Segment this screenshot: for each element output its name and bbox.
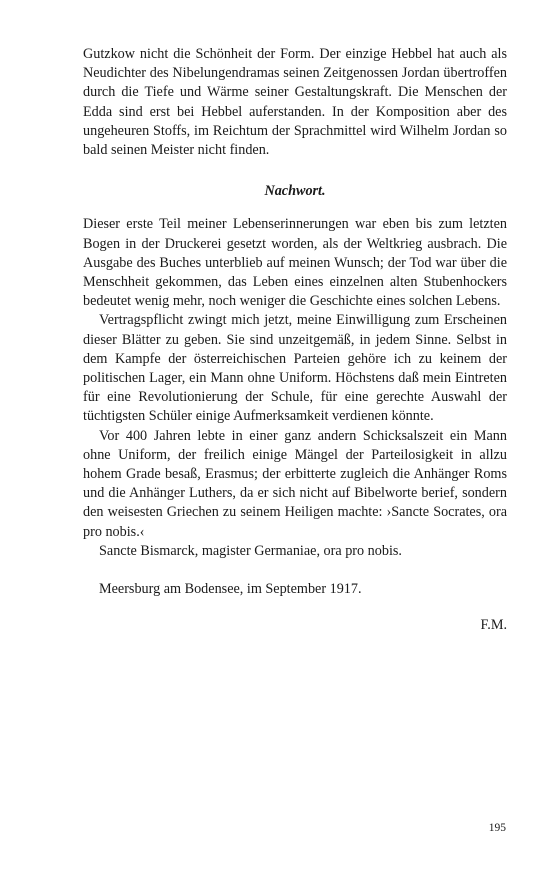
afterword-paragraph-4: Sancte Bismarck, magister Germaniae, ora pro nobis. — [99, 542, 402, 559]
section-heading: Nachwort. — [264, 183, 326, 200]
place-and-date: Meersburg am Bodensee, im September 1917. — [99, 581, 362, 598]
afterword-paragraph-1: Dieser erste Teil meiner Lebenserinnerungen war eben bis zum letzten Bogen in der Druckerei gesetzt worden, als der Weltkrieg ausbrach. Die Ausgabe des Buches unterblieb auf meinen Wunsch; der Tod war über die Menschheit gekommen, das Leben eines einzelnen alten Stubenhockers bedeutet wenig mehr, noch weniger die Geschichte eines solchen Lebens. — [83, 216, 507, 310]
afterword-paragraph-2: Vertragspflicht zwingt mich jetzt, meine Einwilligung zum Erscheinen dieser Blätter zu geben. Sie sind unzeitgemäß, in jedem Sinne. Selbst in dem Kampfe der österreichischen Parteien gehöre ich zu keinem der politischen Lager, ein Mann ohne Uniform. Höchstens daß mein Eintreten für eine Revolutionierung der Schule, für eine gerechte Auswahl der tüchtigsten Schüler einige Aufmerksamkeit verdienen könnte. — [83, 312, 507, 425]
intro-paragraph: Gutzkow nicht die Schönheit der Form. Der einzige Hebbel hat auch als Neudichter des Nibelungendramas seinen Zeitgenossen Jordan übertroffen durch die Tiefe und Wärme seiner Gestaltungskraft. Die Menschen der Edda sind erst bei Hebbel auferstanden. In der Komposition aber des ungeheuren Stoffs, im Reichtum der Sprachmittel wird Wilhelm Jordan so bald seinen Meister nicht finden. — [83, 46, 507, 159]
afterword-body — [83, 215, 507, 561]
intro-block — [83, 45, 507, 160]
afterword-paragraph-3: Vor 400 Jahren lebte in einer ganz andern Schicksalszeit ein Mann ohne Uniform, der freilich einige Mängel der Parteilosigkeit in allzu hohem Grade besaß, Erasmus; der erbitterte zugleich die Anhänger Roms und die Anhänger Luthers, da er sich nicht auf Bibelworte berief, sondern den weisesten Griechen zu seinem Heiligen machte: ›Sancte Socrates, ora pro nobis.‹ — [83, 427, 507, 540]
signature: F.M. — [480, 617, 507, 634]
page-content — [83, 45, 507, 635]
page-number: 195 — [488, 822, 506, 834]
